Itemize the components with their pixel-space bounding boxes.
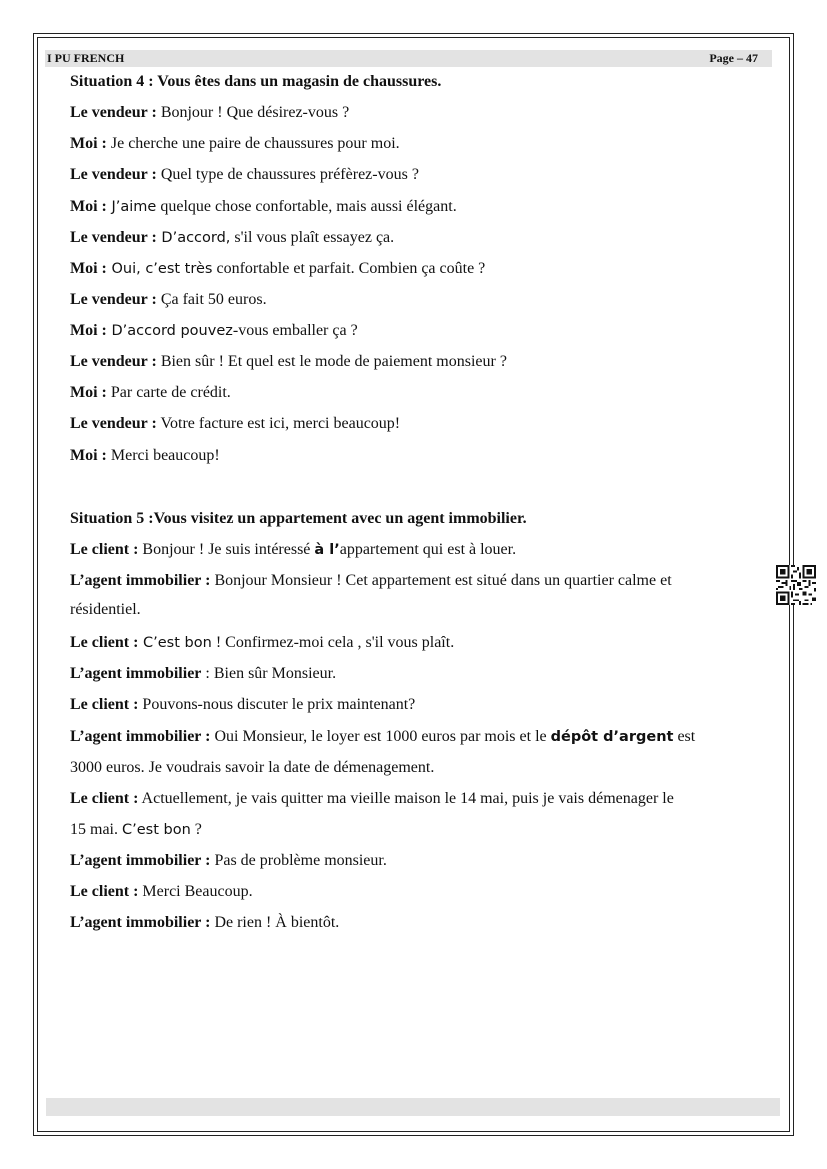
dialogue-line: Le vendeur : D’accord, s'il vous plaît essayez ça. bbox=[70, 229, 395, 246]
dialogue-line: L’agent immobilier : Bien sûr Monsieur. bbox=[70, 665, 337, 682]
dialogue-line: Le vendeur : Quel type de chaussures préfèrez-vous ? bbox=[70, 166, 419, 183]
dialogue-line: Moi : Merci beaucoup! bbox=[70, 447, 220, 464]
page-number: Page – 47 bbox=[709, 51, 758, 65]
dialogue-line: Le vendeur : Bien sûr ! Et quel est le mode de paiement monsieur ? bbox=[70, 353, 507, 370]
dialogue-line-continuation: 15 mai. C’est bon ? bbox=[70, 821, 202, 838]
course-title: I PU FRENCH bbox=[47, 51, 125, 65]
dialogue-line: Le vendeur : Votre facture est ici, merci beaucoup! bbox=[70, 415, 401, 432]
page-header bbox=[45, 50, 772, 67]
dialogue-line: L’agent immobilier : De rien ! À bientôt. bbox=[70, 914, 340, 931]
dialogue-line: Moi : D’accord pouvez-vous emballer ça ? bbox=[70, 322, 358, 339]
dialogue-line-continuation: 3000 euros. Je voudrais savoir la date de démenagement. bbox=[70, 759, 435, 776]
dialogue-line: L’agent immobilier : Oui Monsieur, le loyer est 1000 euros par mois et le dépôt d’argent est bbox=[70, 728, 696, 745]
dialogue-line: Le client : Bonjour ! Je suis intéressé à l’appartement qui est à louer. bbox=[70, 541, 517, 558]
dialogue-line: Le client : Actuellement, je vais quitter ma vieille maison le 14 mai, puis je vais démenager le bbox=[70, 790, 674, 807]
dialogue-line: Moi : Oui, c’est très confortable et parfait. Combien ça coûte ? bbox=[70, 260, 486, 277]
dialogue-line: Moi : Je cherche une paire de chaussures pour moi. bbox=[70, 135, 400, 152]
dialogue-line: Le client : C’est bon ! Confirmez-moi cela , s'il vous plaît. bbox=[70, 634, 455, 651]
situation-4-title: Situation 4 : Vous êtes dans un magasin de chaussures. bbox=[70, 73, 442, 90]
dialogue-line-continuation: résidentiel. bbox=[70, 601, 141, 618]
dialogue-line: L’agent immobilier : Pas de problème monsieur. bbox=[70, 852, 387, 869]
dialogue-line: Le client : Pouvons-nous discuter le prix maintenant? bbox=[70, 696, 416, 713]
dialogue-line: Le client : Merci Beaucoup. bbox=[70, 883, 253, 900]
situation-5-title: Situation 5 :Vous visitez un appartement avec un agent immobilier. bbox=[70, 510, 527, 527]
dialogue-line: Le vendeur : Bonjour ! Que désirez-vous ? bbox=[70, 104, 350, 121]
dialogue-line: L’agent immobilier : Bonjour Monsieur ! Cet appartement est situé dans un quartier calme et bbox=[70, 572, 672, 589]
dialogue-line: Moi : J’aime quelque chose confortable, mais aussi élégant. bbox=[70, 198, 457, 215]
dialogue-line: Le vendeur : Ça fait 50 euros. bbox=[70, 291, 267, 308]
qr-code-icon bbox=[776, 565, 816, 605]
page-footer bbox=[46, 1098, 780, 1116]
dialogue-line: Moi : Par carte de crédit. bbox=[70, 384, 231, 401]
